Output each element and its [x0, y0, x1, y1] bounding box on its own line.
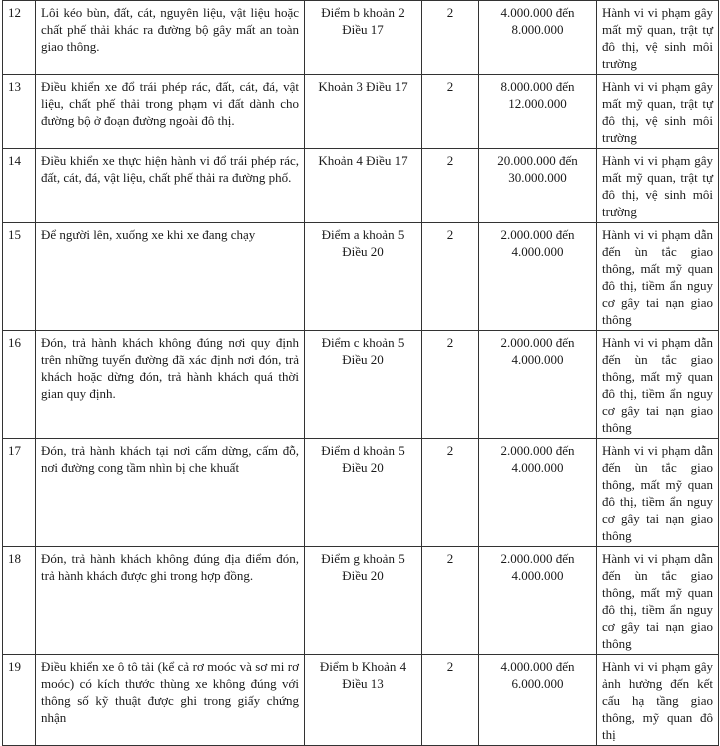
- violation-reason: Hành vi vi phạm gây mất mỹ quan, trật tự đô thị, vệ sinh môi trường: [597, 75, 719, 149]
- deduction-points: 2: [422, 655, 479, 746]
- violation-description: Lôi kéo bùn, đất, cát, nguyên liệu, vật liệu hoặc chất phế thải khác ra đường bộ gây mất an toàn giao thông.: [36, 1, 305, 75]
- fine-amount: 2.000.000 đến 4.000.000: [479, 331, 597, 439]
- fine-amount: 2.000.000 đến 4.000.000: [479, 223, 597, 331]
- deduction-points: 2: [422, 547, 479, 655]
- violation-reason: Hành vi vi phạm gây ảnh hưởng đến kết cấu hạ tầng giao thông, mỹ quan đô thị: [597, 655, 719, 746]
- deduction-points: 2: [422, 1, 479, 75]
- table-row: [3, 223, 719, 331]
- deduction-points: 2: [422, 149, 479, 223]
- table-row: [3, 439, 719, 547]
- fine-amount: 4.000.000 đến 8.000.000: [479, 1, 597, 75]
- row-number: 14: [3, 149, 36, 223]
- violation-description: Điều khiển xe ô tô tải (kể cả rơ moóc và sơ mi rơ moóc) có kích thước thùng xe không đúng với thông số kỹ thuật được ghi trong giấy chứng nhận: [36, 655, 305, 746]
- fine-amount: 20.000.000 đến 30.000.000: [479, 149, 597, 223]
- table-row: [3, 547, 719, 655]
- violation-reason: Hành vi vi phạm dẫn đến ùn tắc giao thông, mất mỹ quan đô thị, tiềm ẩn nguy cơ gây tai nạn giao thông: [597, 223, 719, 331]
- legal-article: Điểm b khoản 2 Điều 17: [305, 1, 422, 75]
- violation-reason: Hành vi vi phạm dẫn đến ùn tắc giao thông, mất mỹ quan đô thị, tiềm ẩn nguy cơ gây tai nạn giao thông: [597, 331, 719, 439]
- legal-article: Khoản 4 Điều 17: [305, 149, 422, 223]
- deduction-points: 2: [422, 331, 479, 439]
- deduction-points: 2: [422, 75, 479, 149]
- row-number: 18: [3, 547, 36, 655]
- deduction-points: 2: [422, 439, 479, 547]
- legal-article: Điểm d khoản 5 Điều 20: [305, 439, 422, 547]
- deduction-points: 2: [422, 223, 479, 331]
- violation-description: Để người lên, xuống xe khi xe đang chạy: [36, 223, 305, 331]
- violation-description: Đón, trả hành khách không đúng nơi quy định trên những tuyến đường đã xác định nơi đón, trả khách hoặc dừng đón, trả hành khách quá thời gian quy định.: [36, 331, 305, 439]
- legal-article: Điểm c khoản 5 Điều 20: [305, 331, 422, 439]
- table-row: [3, 149, 719, 223]
- violation-description: Đón, trả hành khách tại nơi cấm dừng, cấm đỗ, nơi đường cong tầm nhìn bị che khuất: [36, 439, 305, 547]
- table-row: [3, 1, 719, 75]
- legal-article: Điểm b Khoản 4 Điều 13: [305, 655, 422, 746]
- fine-amount: 2.000.000 đến 4.000.000: [479, 439, 597, 547]
- table-row: [3, 75, 719, 149]
- row-number: 12: [3, 1, 36, 75]
- table-row: [3, 655, 719, 746]
- row-number: 13: [3, 75, 36, 149]
- violation-reason: Hành vi vi phạm dẫn đến ùn tắc giao thông, mất mỹ quan đô thị, tiềm ẩn nguy cơ gây tai nạn giao thông: [597, 439, 719, 547]
- row-number: 16: [3, 331, 36, 439]
- violation-reason: Hành vi vi phạm gây mất mỹ quan, trật tự đô thị, vệ sinh môi trường: [597, 1, 719, 75]
- legal-article: Điểm g khoản 5 Điều 20: [305, 547, 422, 655]
- violation-reason: Hành vi vi phạm dẫn đến ùn tắc giao thông, mất mỹ quan đô thị, tiềm ẩn nguy cơ gây tai nạn giao thông: [597, 547, 719, 655]
- legal-article: Điểm a khoản 5 Điều 20: [305, 223, 422, 331]
- row-number: 17: [3, 439, 36, 547]
- fine-amount: 4.000.000 đến 6.000.000: [479, 655, 597, 746]
- violation-description: Điều khiển xe thực hiện hành vi đổ trái phép rác, đất, cát, đá, vật liệu, chất phế thải ra đường phố.: [36, 149, 305, 223]
- row-number: 19: [3, 655, 36, 746]
- violation-reason: Hành vi vi phạm gây mất mỹ quan, trật tự đô thị, vệ sinh môi trường: [597, 149, 719, 223]
- violation-description: Điều khiển xe đổ trái phép rác, đất, cát, đá, vật liệu, chất phế thải trong phạm vi đất dành cho đường bộ ở đoạn đường ngoài đô thị.: [36, 75, 305, 149]
- table-row: [3, 331, 719, 439]
- row-number: 15: [3, 223, 36, 331]
- fine-amount: 2.000.000 đến 4.000.000: [479, 547, 597, 655]
- legal-article: Khoản 3 Điều 17: [305, 75, 422, 149]
- fine-amount: 8.000.000 đến 12.000.000: [479, 75, 597, 149]
- violations-table: [2, 0, 719, 746]
- violation-description: Đón, trả hành khách không đúng địa điểm đón, trả hành khách được ghi trong hợp đồng.: [36, 547, 305, 655]
